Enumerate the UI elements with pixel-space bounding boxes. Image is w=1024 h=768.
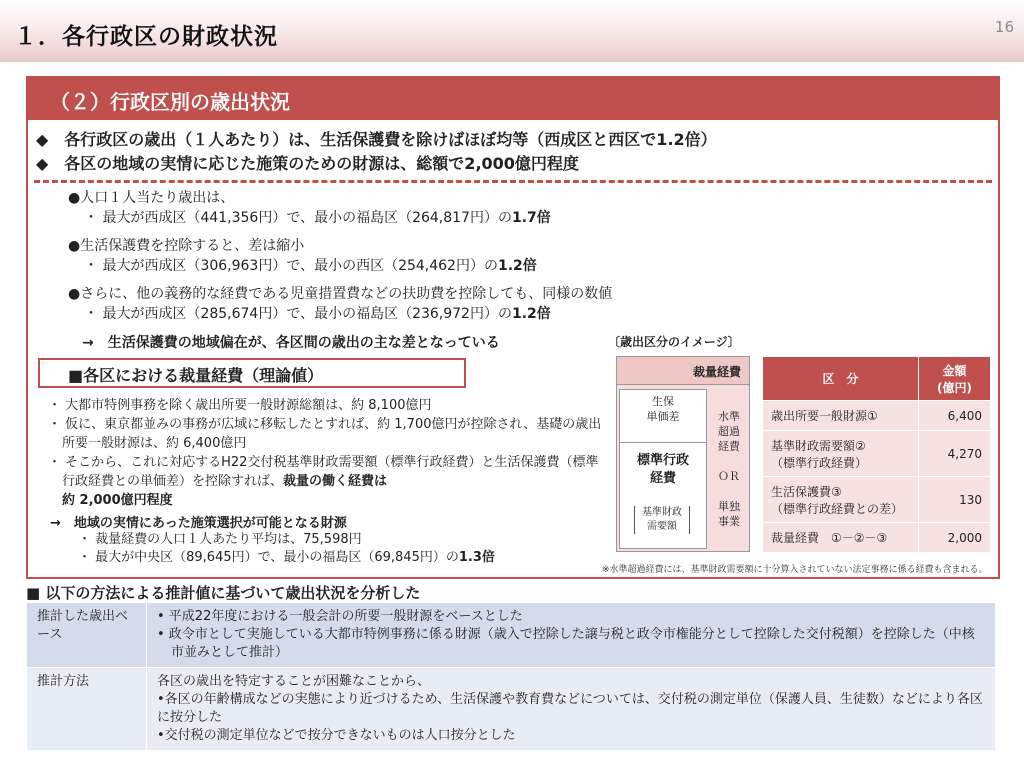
bullet-head: ●生活保護費を控除すると、差は縮小 [68,238,305,254]
bullet-block [68,236,537,276]
diagram-right: 水準 超過 経費 ＯＲ 単独 事業 [718,410,740,528]
diagram-left [619,389,707,549]
bottom-title: ■ 以下の方法による推計値に基づいて歳出状況を分析した [26,584,421,602]
table-header: 金額 (億円) [919,357,991,401]
method-table [26,602,996,751]
expenditure-diagram [616,356,750,552]
table-row: 推計した歳出ベース • 平成22年度における一般会計の所要一般財源をベースとした • 政令市として実施している大都市特例事務に係る財源（歳入で控除した譲与税と政令市権能分として控除した交付税額）を控除した（中核市並みとして推計） [27,603,996,668]
amount-table [762,356,991,553]
diagram-standard: 標準行政 経費 [636,453,689,486]
bullet-sub: ・ 最大が西成区（285,674円）で、最小の福島区（236,972円）の1.2倍 [84,306,551,322]
bullet-sub: ・ 最大が西成区（441,356円）で、最小の福島区（264,817円）の1.7倍 [84,210,551,226]
box-title: ■各区における裁量経費（理論値） [38,358,466,388]
conclusion-arrow: → 生活保護費の地域偏在が、各区間の歳出の主な差となっている [82,335,500,351]
page-title: １．各行政区の財政状況 [14,24,278,50]
bullet-head: ●さらに、他の義務的な経費である児童措置費などの扶助費を控除しても、同様の数値 [68,286,613,302]
bullet-block [68,188,551,228]
bullet-block [68,284,612,324]
diagram-seiho: 生保 単価差 [646,395,680,423]
content-frame [26,76,1000,579]
table-row: 生活保護費③ （標準行政経費との差） 130 [763,477,991,523]
summary-line: ◆ 各区の地域の実情に応じた施策のための財源は、総額で2,000億円程度 [36,154,579,173]
divider [34,180,992,183]
box-arrow: → 地域の実情にあった施策選択が可能となる財源 [50,516,347,531]
list-item: ・ 大都市特例事務を除く歳出所要一般財源総額は、約 8,100億円 [48,398,432,413]
list-item: ・ 仮に、東京都並みの事務が広域に移転したとすれば、約 1,700億円が控除され、基礎の歳出所要一般財源は、約 6,400億円 [48,417,602,451]
bullet-head: ●人口１人当たり歳出は、 [68,190,235,206]
list-item: ・ そこから、これに対応するH22交付税基準財政需要額（標準行政経費）と生活保護費（標準行政経費との単価差）を控除すれば、裁量の働く経費は 約 2,000億円程度 [48,455,599,508]
table-row: 基準財政需要額② （標準行政経費） 4,270 [763,431,991,477]
page-number: 16 [994,18,1014,36]
table-row: 推計方法 各区の歳出を特定することが困難なことから、 •各区の年齢構成などの実態により近づけるため、生活保護や教育費などについては、交付税の測定単位（保護人員、生徒数）などにより各区に按分した •交付税の測定単位などで按分できないものは人口按分とした [27,668,996,751]
bullet-sub: ・ 最大が西成区（306,963円）で、最小の西区（254,462円）の1.2倍 [84,258,537,274]
table-row: 裁量経費 ①－②－③ 2,000 [763,523,991,553]
box-sub: ・ 裁量経費の人口１人あたり平均は、75,598円 ・ 最大が中央区（89,645円）で、最小の福島区（69,845円）の1.3倍 [78,532,495,565]
summary [36,128,717,176]
diagram-label: 〔歳出区分のイメージ〕 [608,335,740,349]
table-note: ※水準超過経費には、基準財政需要額に十分算入されていない法定事務に係る経費も含まれる。 [602,565,988,575]
box-list [48,396,608,510]
table-header: 区 分 [763,357,919,401]
diagram-discretionary: 裁量経費 [617,357,749,385]
table-row: 歳出所要一般財源① 6,400 [763,401,991,431]
diagram-base: 基準財政 需要額 [634,506,690,534]
summary-line: ◆ 各行政区の歳出（１人あたり）は、生活保護費を除けばほぼ均等（西成区と西区で1.2倍） [36,130,717,149]
section-title: （２）行政区別の歳出状況 [28,78,998,120]
